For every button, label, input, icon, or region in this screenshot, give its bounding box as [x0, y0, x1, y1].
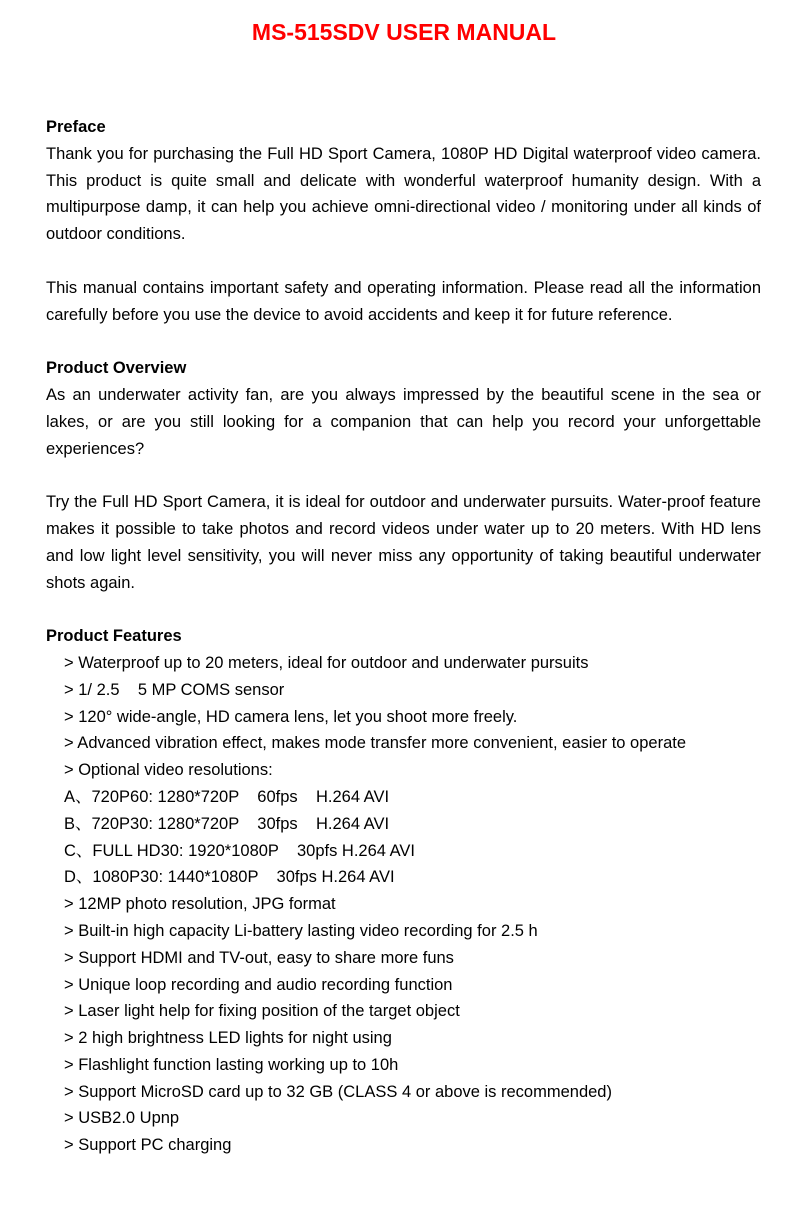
- feature-item: > Support PC charging: [64, 1136, 232, 1155]
- feature-item: > 120° wide-angle, HD camera lens, let you shoot more freely.: [64, 707, 518, 726]
- video-resolution-item: D、1080P30: 1440*1080P 30fps H.264 AVI: [64, 868, 395, 887]
- feature-item: > Support HDMI and TV-out, easy to share more funs: [64, 948, 454, 967]
- features-list: [46, 650, 761, 1159]
- preface-paragraph-1: Thank you for purchasing the Full HD Sport Camera, 1080P HD Digital waterproof video camera. This product is quite small and delicate with wonderful waterproof humanity design. With a multipurpose damp, it can help you achieve omni-directional video / monitoring under all kinds of outdoor conditions.: [46, 144, 761, 244]
- spacer: [46, 596, 761, 623]
- preface-paragraph-2: This manual contains important safety and operating information. Please read all the information carefully before you use the device to avoid accidents and keep it for future reference.: [46, 278, 761, 324]
- spacer: [46, 248, 761, 275]
- features-heading: Product Features: [46, 627, 182, 646]
- feature-item: > 2 high brightness LED lights for night using: [64, 1029, 392, 1048]
- feature-item: > Waterproof up to 20 meters, ideal for outdoor and underwater pursuits: [64, 653, 589, 672]
- feature-item: > Flashlight function lasting working up to 10h: [64, 1055, 399, 1074]
- feature-item: > USB2.0 Upnp: [64, 1109, 180, 1128]
- feature-item: > Built-in high capacity Li-battery lasting video recording for 2.5 h: [64, 921, 538, 940]
- video-resolution-item: A、720P60: 1280*720P 60fps H.264 AVI: [64, 787, 390, 806]
- document-body: [46, 114, 761, 1159]
- overview-paragraph-1: As an underwater activity fan, are you always impressed by the beautiful scene in the sea or lakes, or are you still looking for a companion that can help you record your unforgettable experiences?: [46, 385, 761, 458]
- feature-item: > 12MP photo resolution, JPG format: [64, 895, 336, 914]
- overview-heading: Product Overview: [46, 359, 187, 378]
- spacer: [46, 462, 761, 489]
- document-title: MS-515SDV USER MANUAL: [251, 19, 557, 45]
- feature-item: > Optional video resolutions:: [64, 761, 273, 780]
- feature-item: > 1/ 2.5 5 MP COMS sensor: [64, 680, 285, 699]
- preface-heading: Preface: [46, 118, 106, 136]
- feature-item: > Laser light help for fixing position of the target object: [64, 1002, 460, 1021]
- video-resolution-item: B、720P30: 1280*720P 30fps H.264 AVI: [64, 814, 390, 833]
- feature-item: > Advanced vibration effect, makes mode transfer more convenient, easier to operate: [64, 734, 687, 753]
- spacer: [46, 328, 761, 355]
- feature-item: > Support MicroSD card up to 32 GB (CLASS 4 or above is recommended): [64, 1082, 612, 1101]
- video-resolution-item: C、FULL HD30: 1920*1080P 30pfs H.264 AVI: [64, 841, 415, 860]
- feature-item: > Unique loop recording and audio recording function: [64, 975, 453, 994]
- overview-paragraph-2: Try the Full HD Sport Camera, it is ideal for outdoor and underwater pursuits. Water-proof feature makes it possible to take photos and record videos under water up to 20 meters. With HD lens and low light level sensitivity, you will never miss any opportunity of taking beautiful underwater shots again.: [46, 493, 761, 592]
